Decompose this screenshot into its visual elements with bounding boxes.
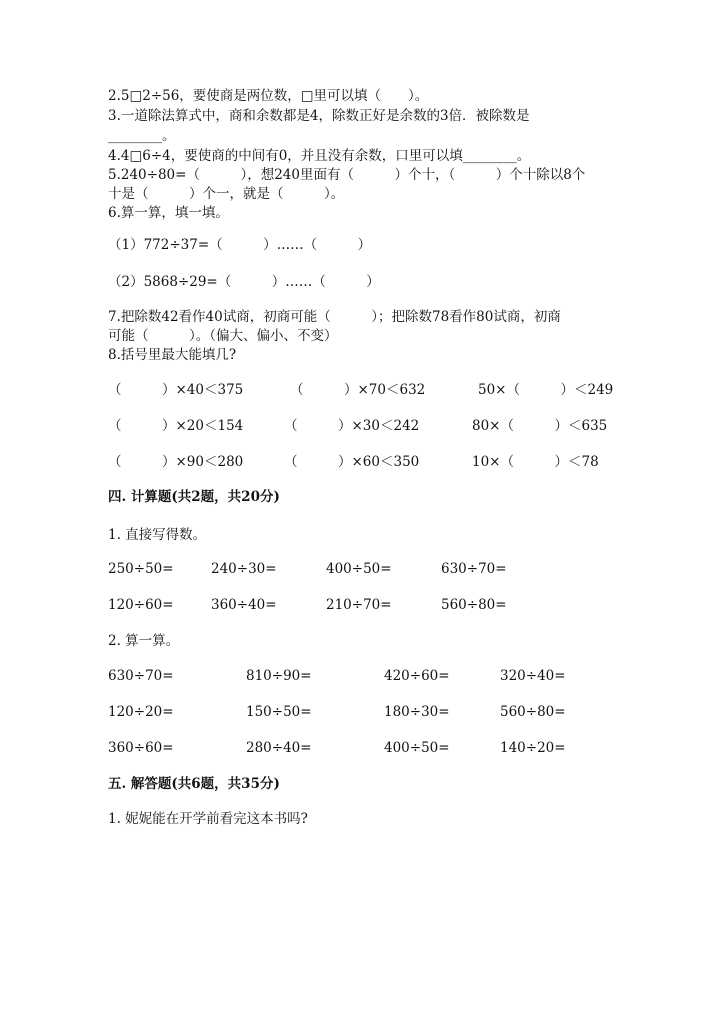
- s4q2-cell: 180÷30=: [384, 704, 450, 720]
- q8-cell: （ ）×90＜280: [108, 454, 244, 470]
- question-2: 2.5□2÷56，要使商是两位数，□里可以填（ ）。: [108, 88, 429, 104]
- q8-cell: 50×（ ）＜249: [478, 382, 614, 398]
- question-6-item-2: （2）5868÷29=（ ）……（ ）: [108, 274, 380, 290]
- question-7-line-1: 7.把除数42看作40试商，初商可能（ ）；把除数78看作80试商，初商: [108, 309, 561, 325]
- question-7-line-2: 可能（ ）。（偏大、偏小、不变）: [108, 328, 338, 344]
- q8-cell: （ ）×30＜242: [284, 418, 420, 434]
- question-6-item-1: （1）772÷37=（ ）……（ ）: [108, 237, 372, 253]
- question-3-line-2: ________。: [108, 128, 176, 144]
- q8-cell: （ ）×70＜632: [290, 382, 426, 398]
- question-3-line-1: 3.一道除法算式中，商和余数都是4，除数正好是余数的3倍．被除数是: [108, 108, 530, 124]
- s4q2-cell: 320÷40=: [500, 668, 566, 684]
- s4q1-cell: 400÷50=: [326, 561, 392, 577]
- section-5-heading: 五. 解答题(共6题，共35分): [108, 776, 280, 792]
- section-4-question-2: 2. 算一算。: [108, 633, 180, 649]
- s4q1-cell: 240÷30=: [211, 561, 277, 577]
- s4q1-cell: 120÷60=: [108, 597, 174, 613]
- s4q2-cell: 420÷60=: [384, 668, 450, 684]
- section-4-heading: 四. 计算题(共2题，共20分): [108, 489, 280, 505]
- s4q1-cell: 250÷50=: [108, 561, 174, 577]
- q8-cell: （ ）×20＜154: [108, 418, 244, 434]
- q8-cell: 80×（ ）＜635: [472, 418, 608, 434]
- s4q2-cell: 560÷80=: [500, 704, 566, 720]
- s4q1-cell: 360÷40=: [211, 597, 277, 613]
- section-5-question-1: 1. 妮妮能在开学前看完这本书吗?: [108, 811, 308, 827]
- s4q2-cell: 280÷40=: [246, 740, 312, 756]
- question-4: 4.4□6÷4，要使商的中间有0，并且没有余数，口里可以填________。: [108, 148, 531, 164]
- q8-cell: （ ）×60＜350: [284, 454, 420, 470]
- s4q1-cell: 560÷80=: [441, 597, 507, 613]
- s4q2-cell: 630÷70=: [108, 668, 174, 684]
- s4q2-cell: 120÷20=: [108, 704, 174, 720]
- s4q2-cell: 140÷20=: [500, 740, 566, 756]
- question-5-line-1: 5.240÷80=（ ），想240里面有（ ）个十，（ ）个十除以8个: [108, 167, 586, 183]
- s4q1-cell: 630÷70=: [441, 561, 507, 577]
- question-8: 8.括号里最大能填几?: [108, 347, 237, 363]
- s4q2-cell: 150÷50=: [246, 704, 312, 720]
- question-5-line-2: 十是（ ）个一，就是（ ）。: [108, 186, 345, 202]
- question-6: 6.算一算，填一填。: [108, 205, 229, 221]
- s4q1-cell: 210÷70=: [326, 597, 392, 613]
- section-4-question-1: 1. 直接写得数。: [108, 527, 207, 543]
- q8-cell: 10×（ ）＜78: [472, 454, 599, 470]
- s4q2-cell: 810÷90=: [246, 668, 312, 684]
- s4q2-cell: 400÷50=: [384, 740, 450, 756]
- s4q2-cell: 360÷60=: [108, 740, 174, 756]
- q8-cell: （ ）×40＜375: [108, 382, 244, 398]
